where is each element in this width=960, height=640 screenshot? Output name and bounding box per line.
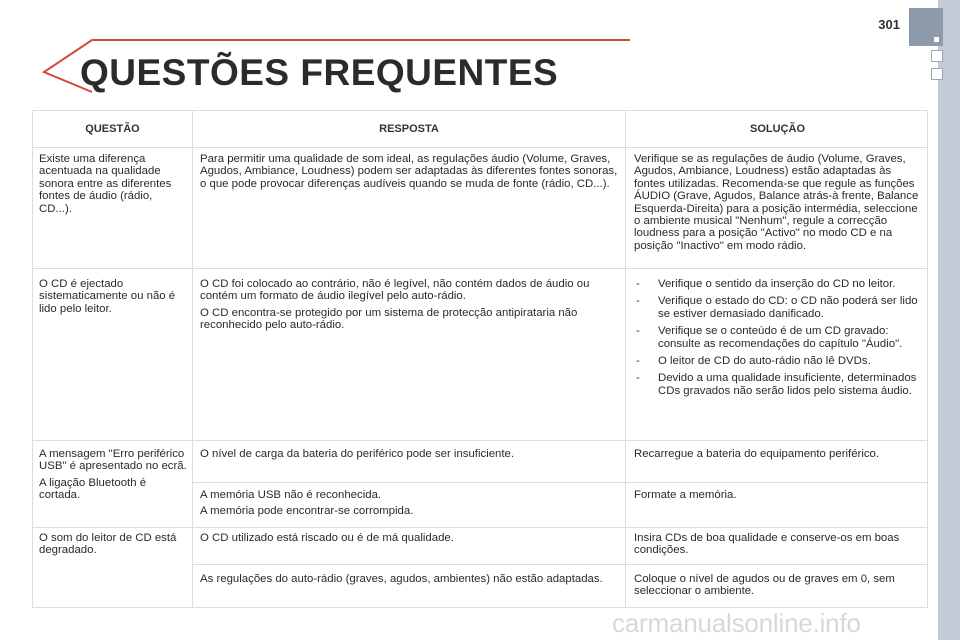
solution-list-item: - Verifique o sentido da inserção do CD no leitor. [634, 278, 924, 290]
answer-text: Para permitir uma qualidade de som ideal, as regulações áudio (Volume, Graves, Agudos, Ambiance, Loudness) podem ser adaptadas às diferentes fontes sonoras, o que pode provocar diferenças audíveis quando se muda de fonte (rádio, CD...). [200, 153, 618, 190]
column-divider [192, 111, 193, 607]
tab-corner-mark [934, 37, 939, 42]
answer-text: O CD foi colocado ao contrário, não é legível, não contém dados de áudio ou contém um formato de áudio ilegível pelo auto-rádio. [200, 278, 590, 303]
answer-cell [200, 532, 620, 548]
header-answer: RESPOSTA [379, 123, 439, 135]
question-text: O som do leitor de CD está degradado. [39, 532, 177, 557]
question-text: Existe uma diferença acentuada na qualidade sonora entre as diferentes fontes de áudio (rádio, CD...). [39, 153, 172, 215]
question-cell [39, 278, 187, 319]
solution-list-item: - Devido a uma qualidade insuficiente, determinados CDs gravados não serão lidos pelo sistema áudio. [634, 372, 924, 397]
solution-cell [634, 278, 924, 402]
page-number: 301 [878, 17, 900, 32]
row-divider [33, 527, 927, 528]
solution-cell [634, 489, 924, 505]
question-cell [39, 532, 187, 561]
answer-text: A memória pode encontrar-se corrompida. [200, 505, 414, 518]
chapter-tab [909, 8, 943, 46]
answer-cell [200, 573, 620, 589]
question-cell [39, 448, 187, 506]
question-text: O CD é ejectado sistematicamente ou não é lido pelo leitor. [39, 278, 176, 315]
row-divider [33, 440, 927, 441]
watermark: carmanualsonline.info [612, 608, 861, 638]
solution-cell [634, 573, 924, 602]
answer-text: O nível de carga da bateria do periférico pode ser insuficiente. [200, 448, 515, 460]
solution-text: Formate a memória. [634, 489, 737, 501]
solution-cell [634, 153, 924, 256]
answer-cell [200, 489, 620, 522]
row-divider [192, 482, 927, 483]
column-divider [625, 111, 626, 607]
solution-text: Insira CDs de boa qualidade e conserve-os em boas condições. [634, 532, 900, 557]
solution-text: Verifique se as regulações de áudio (Volume, Graves, Agudos, Ambiance, Loudness) estão adaptadas às fontes utilizadas. Recomenda-se que regule as funções ÁUDIO (Grave, Agudos, Balance atrás-à frente, Balance Esquerda-Direita) para a posição intermédia, seleccione o ambiente musical "Nenhum", regule a correcção loudness para a posição "Activo" no modo CD e na posição "Inactivo" em modo rádio. [634, 153, 919, 252]
answer-text: A memória USB não é reconhecida. [200, 489, 382, 501]
solution-text: Recarregue a bateria do equipamento periférico. [634, 448, 880, 460]
solution-cell [634, 532, 924, 561]
page-title: QUESTÕES FREQUENTES [80, 52, 559, 93]
question-text: A mensagem "Erro periférico USB" é apresentado no ecrã. [39, 448, 187, 473]
solution-cell [634, 448, 924, 464]
side-strip [938, 0, 960, 640]
answer-cell [200, 278, 620, 336]
question-text: A ligação Bluetooth é cortada. [39, 476, 147, 502]
question-cell [39, 153, 187, 219]
row-divider [33, 147, 927, 148]
answer-text: O CD encontra-se protegido por um sistema de protecção antipirataria não reconhecido pelo auto-rádio. [200, 306, 578, 332]
faq-table [32, 110, 928, 608]
solution-list [634, 278, 924, 397]
solution-text: Coloque o nível de agudos ou de graves em 0, sem seleccionar o ambiente. [634, 573, 895, 598]
nav-square-1 [931, 50, 943, 62]
row-divider [33, 268, 927, 269]
answer-text: As regulações do auto-rádio (graves, agudos, ambientes) não estão adaptadas. [200, 573, 603, 585]
solution-list-item: - Verifique o estado do CD: o CD não poderá ser lido se estiver demasiado danificado. [634, 295, 924, 320]
answer-cell [200, 153, 620, 194]
row-divider [192, 564, 927, 565]
solution-list-item: - Verifique se o conteúdo é de um CD gravado: consulte as recomendações do capítulo "Áudio". [634, 325, 924, 350]
nav-square-2 [931, 68, 943, 80]
header-solution: SOLUÇÃO [750, 123, 805, 135]
answer-cell [200, 448, 620, 464]
header-question: QUESTÃO [85, 123, 140, 135]
solution-list-item: - O leitor de CD do auto-rádio não lê DVDs. [634, 355, 924, 367]
answer-text: O CD utilizado está riscado ou é de má qualidade. [200, 532, 454, 544]
